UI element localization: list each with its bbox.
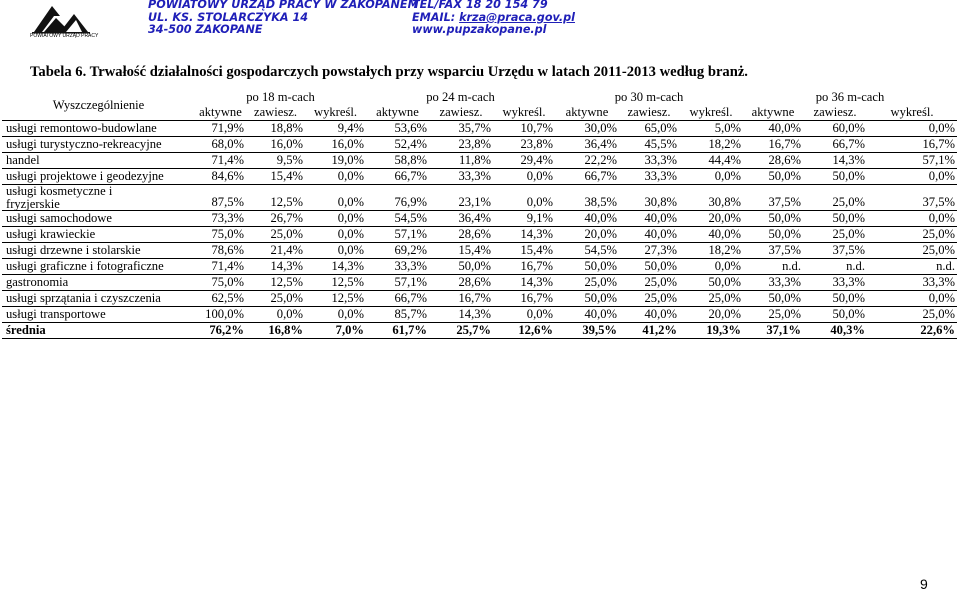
table-row: [2, 259, 957, 275]
cell-value: 0,0%: [493, 307, 555, 323]
row-label: usługi turystyczno-rekreacyjne: [2, 137, 195, 153]
cell-value: 84,6%: [195, 169, 246, 185]
cell-value: 23,8%: [429, 137, 493, 153]
group-18: po 18 m-cach: [246, 90, 315, 104]
cell-value: 16,8%: [246, 323, 305, 339]
cell-value: 0,0%: [679, 259, 743, 275]
cell-value: 66,7%: [366, 169, 429, 185]
cell-value: 41,2%: [619, 323, 679, 339]
cell-value: 57,1%: [867, 153, 957, 169]
table-row: [2, 137, 957, 153]
cell-value: 0,0%: [867, 121, 957, 137]
cell-value: 10,7%: [493, 121, 555, 137]
cell-value: 25,0%: [619, 291, 679, 307]
subcol-header: aktywne: [565, 105, 609, 119]
cell-value: n.d.: [867, 259, 957, 275]
cell-value: 50,0%: [619, 259, 679, 275]
cell-value: 12,6%: [493, 323, 555, 339]
cell-value: 37,1%: [743, 323, 803, 339]
cell-value: 0,0%: [246, 307, 305, 323]
cell-value: 25,0%: [803, 227, 867, 243]
cell-value: 18,8%: [246, 121, 305, 137]
cell-value: 0,0%: [305, 307, 366, 323]
cell-value: 44,4%: [679, 153, 743, 169]
cell-value: 71,4%: [195, 259, 246, 275]
cell-value: 0,0%: [493, 169, 555, 185]
cell-value: 33,3%: [867, 275, 957, 291]
cell-value: 40,0%: [555, 211, 619, 227]
cell-value: 39,5%: [555, 323, 619, 339]
cell-value: 16,0%: [305, 137, 366, 153]
table-row: [2, 121, 957, 137]
cell-value: 7,0%: [305, 323, 366, 339]
cell-value: 0,0%: [305, 227, 366, 243]
office-city: 34-500 ZAKOPANE: [148, 23, 263, 37]
cell-value: 15,4%: [429, 243, 493, 259]
cell-value: 25,0%: [803, 185, 867, 211]
cell-value: 37,5%: [803, 243, 867, 259]
cell-value: 50,0%: [743, 211, 803, 227]
cell-value: 19,0%: [305, 153, 366, 169]
cell-value: 0,0%: [867, 169, 957, 185]
cell-value: 36,4%: [429, 211, 493, 227]
cell-value: 50,0%: [679, 275, 743, 291]
office-street: UL. KS. STOLARCZYKA 14: [148, 10, 309, 24]
cell-value: 100,0%: [195, 307, 246, 323]
cell-value: 50,0%: [429, 259, 493, 275]
cell-value: 23,1%: [429, 185, 493, 211]
table-row: [2, 153, 957, 169]
cell-value: 76,9%: [366, 185, 429, 211]
cell-value: 25,0%: [867, 243, 957, 259]
cell-value: 50,0%: [803, 307, 867, 323]
cell-value: 30,8%: [619, 185, 679, 211]
table-row: [2, 211, 957, 227]
cell-value: 40,0%: [619, 307, 679, 323]
cell-value: 52,4%: [366, 137, 429, 153]
cell-value: 16,7%: [493, 291, 555, 307]
cell-value: 66,7%: [803, 137, 867, 153]
subcol-header: wykreśl.: [502, 105, 546, 119]
cell-value: 75,0%: [195, 275, 246, 291]
cell-value: 14,3%: [493, 275, 555, 291]
durability-table: [2, 90, 957, 339]
subcol-header: aktywne: [751, 105, 795, 119]
office-contact: [412, 0, 575, 37]
cell-value: 66,7%: [366, 291, 429, 307]
cell-value: 30,0%: [555, 121, 619, 137]
subcol-header: wykreśl.: [689, 105, 733, 119]
cell-value: 26,7%: [246, 211, 305, 227]
subcol-header: zawiesz.: [253, 105, 297, 119]
cell-value: 33,3%: [619, 169, 679, 185]
page-number: 9: [920, 576, 928, 592]
table-body: [2, 121, 957, 339]
cell-value: 40,0%: [743, 121, 803, 137]
cell-value: 60,0%: [803, 121, 867, 137]
cell-value: 16,7%: [429, 291, 493, 307]
table-row: [2, 307, 957, 323]
cell-value: 20,0%: [555, 227, 619, 243]
email-label: EMAIL:: [412, 10, 460, 24]
cell-value: 16,7%: [867, 137, 957, 153]
table-title: Tabela 6. Trwałość działalności gospodarczych powstałych przy wsparciu Urzędu w latach 2011-2013 według branż.: [30, 64, 748, 80]
cell-value: 16,0%: [246, 137, 305, 153]
row-label: usługi samochodowe: [2, 211, 195, 227]
cell-value: 33,3%: [366, 259, 429, 275]
office-phone: TEL/FAX 18 20 154 79: [412, 0, 548, 11]
cell-value: 33,3%: [803, 275, 867, 291]
cell-value: 33,3%: [743, 275, 803, 291]
cell-value: n.d.: [803, 259, 867, 275]
table-row: [2, 291, 957, 307]
office-website: www.pupzakopane.pl: [412, 23, 547, 37]
cell-value: 25,7%: [429, 323, 493, 339]
cell-value: 40,0%: [619, 227, 679, 243]
cell-value: 50,0%: [743, 227, 803, 243]
table-header-groups: [2, 90, 957, 105]
cell-value: 0,0%: [305, 169, 366, 185]
row-label: usługi graficzne i fotograficzne: [2, 259, 195, 275]
cell-value: 40,0%: [619, 211, 679, 227]
cell-value: 78,6%: [195, 243, 246, 259]
cell-value: 0,0%: [305, 211, 366, 227]
cell-value: 37,5%: [743, 243, 803, 259]
group-30: po 30 m-cach: [614, 90, 684, 104]
cell-value: 14,3%: [246, 259, 305, 275]
cell-value: 69,2%: [366, 243, 429, 259]
cell-value: 14,3%: [305, 259, 366, 275]
cell-value: 28,6%: [429, 227, 493, 243]
cell-value: 62,5%: [195, 291, 246, 307]
table-row: [2, 243, 957, 259]
cell-value: 0,0%: [305, 185, 366, 211]
subcol-header: wykreśl.: [890, 105, 934, 119]
cell-value: 65,0%: [619, 121, 679, 137]
cell-value: 25,0%: [867, 227, 957, 243]
subcol-header: wykreśl.: [313, 105, 358, 119]
cell-value: 11,8%: [429, 153, 493, 169]
cell-value: 54,5%: [555, 243, 619, 259]
cell-value: 85,7%: [366, 307, 429, 323]
cell-value: 0,0%: [679, 169, 743, 185]
cell-value: 14,3%: [493, 227, 555, 243]
email-link[interactable]: krza@praca.gov.pl: [459, 10, 575, 24]
cell-value: 54,5%: [366, 211, 429, 227]
cell-value: 14,3%: [803, 153, 867, 169]
subcol-header: zawiesz.: [813, 105, 857, 119]
table-row: [2, 227, 957, 243]
cell-value: 25,0%: [555, 275, 619, 291]
cell-value: 18,2%: [679, 137, 743, 153]
cell-value: 68,0%: [195, 137, 246, 153]
cell-value: 38,5%: [555, 185, 619, 211]
cell-value: 50,0%: [803, 211, 867, 227]
cell-value: 20,0%: [679, 211, 743, 227]
cell-value: 9,4%: [305, 121, 366, 137]
cell-value: 50,0%: [803, 169, 867, 185]
row-label-line2: fryzjerskie: [6, 196, 60, 211]
cell-value: 25,0%: [867, 307, 957, 323]
table-row: [2, 275, 957, 291]
cell-value: 0,0%: [493, 185, 555, 211]
cell-value: 45,5%: [619, 137, 679, 153]
cell-value: 50,0%: [555, 291, 619, 307]
cell-value: 53,6%: [366, 121, 429, 137]
cell-value: 25,0%: [743, 307, 803, 323]
cell-value: 37,5%: [743, 185, 803, 211]
cell-value: 16,7%: [743, 137, 803, 153]
cell-value: n.d.: [743, 259, 803, 275]
cell-value: 33,3%: [619, 153, 679, 169]
cell-value: 25,0%: [619, 275, 679, 291]
office-name: POWIATOWY URZĄD PRACY W ZAKOPANEM: [148, 0, 419, 11]
subcol-header: aktywne: [376, 105, 419, 119]
cell-value: 20,0%: [679, 307, 743, 323]
subcol-header: zawiesz.: [627, 105, 671, 119]
cell-value: 18,2%: [679, 243, 743, 259]
cell-value: 71,9%: [195, 121, 246, 137]
cell-value: 0,0%: [867, 211, 957, 227]
group-36: po 36 m-cach: [815, 90, 885, 104]
cell-value: 40,3%: [803, 323, 867, 339]
cell-value: 25,0%: [246, 291, 305, 307]
cell-value: 21,4%: [246, 243, 305, 259]
row-label: usługi krawieckie: [2, 227, 195, 243]
cell-value: 27,3%: [619, 243, 679, 259]
cell-value: 5,0%: [679, 121, 743, 137]
cell-value: 40,0%: [679, 227, 743, 243]
cell-value: 50,0%: [555, 259, 619, 275]
cell-value: 58,8%: [366, 153, 429, 169]
cell-value: 50,0%: [743, 291, 803, 307]
subcol-header: zawiesz.: [439, 105, 483, 119]
cell-value: 19,3%: [679, 323, 743, 339]
cell-value: 76,2%: [195, 323, 246, 339]
cell-value: 14,3%: [429, 307, 493, 323]
row-header-label: Wyszczególnienie: [52, 97, 145, 112]
table-row: [2, 185, 957, 211]
cell-value: 16,7%: [493, 259, 555, 275]
cell-value: 57,1%: [366, 227, 429, 243]
row-label-line1: usługi kosmetyczne i: [6, 184, 113, 198]
cell-value: 0,0%: [867, 291, 957, 307]
cell-value: 36,4%: [555, 137, 619, 153]
cell-value: 0,0%: [305, 243, 366, 259]
cell-value: 22,2%: [555, 153, 619, 169]
row-label: średnia: [2, 323, 195, 339]
row-label: usługi drzewne i stolarskie: [2, 243, 195, 259]
cell-value: 30,8%: [679, 185, 743, 211]
group-24: po 24 m-cach: [426, 90, 495, 104]
row-label: gastronomia: [2, 275, 195, 291]
cell-value: 12,5%: [246, 275, 305, 291]
cell-value: 66,7%: [555, 169, 619, 185]
cell-value: 50,0%: [743, 169, 803, 185]
letterhead: [0, 0, 960, 44]
cell-value: 50,0%: [803, 291, 867, 307]
cell-value: 28,6%: [743, 153, 803, 169]
cell-value: 12,5%: [246, 185, 305, 211]
cell-value: 23,8%: [493, 137, 555, 153]
cell-value: 87,5%: [195, 185, 246, 211]
cell-value: 73,3%: [195, 211, 246, 227]
row-label: usługi sprzątania i czyszczenia: [2, 291, 195, 307]
cell-value: 75,0%: [195, 227, 246, 243]
cell-value: 9,1%: [493, 211, 555, 227]
cell-value: 9,5%: [246, 153, 305, 169]
subcol-header: aktywne: [199, 105, 242, 119]
cell-value: 33,3%: [429, 169, 493, 185]
row-label: usługi remontowo-budowlane: [2, 121, 195, 137]
summary-row: [2, 323, 957, 339]
cell-value: 28,6%: [429, 275, 493, 291]
cell-value: 22,6%: [867, 323, 957, 339]
row-label: handel: [2, 153, 195, 169]
cell-value: 71,4%: [195, 153, 246, 169]
row-label: usługi projektowe i geodezyjne: [2, 169, 195, 185]
logo-caption: POWIATOWY URZĄD PRACY: [30, 33, 99, 39]
table-row: [2, 169, 957, 185]
office-address: [148, 0, 419, 37]
cell-value: 15,4%: [246, 169, 305, 185]
cell-value: 12,5%: [305, 291, 366, 307]
cell-value: 12,5%: [305, 275, 366, 291]
row-label: [2, 185, 195, 211]
cell-value: 25,0%: [246, 227, 305, 243]
cell-value: 15,4%: [493, 243, 555, 259]
cell-value: 25,0%: [679, 291, 743, 307]
cell-value: 29,4%: [493, 153, 555, 169]
row-label: usługi transportowe: [2, 307, 195, 323]
cell-value: 61,7%: [366, 323, 429, 339]
cell-value: 40,0%: [555, 307, 619, 323]
cell-value: 35,7%: [429, 121, 493, 137]
cell-value: 37,5%: [867, 185, 957, 211]
cell-value: 57,1%: [366, 275, 429, 291]
